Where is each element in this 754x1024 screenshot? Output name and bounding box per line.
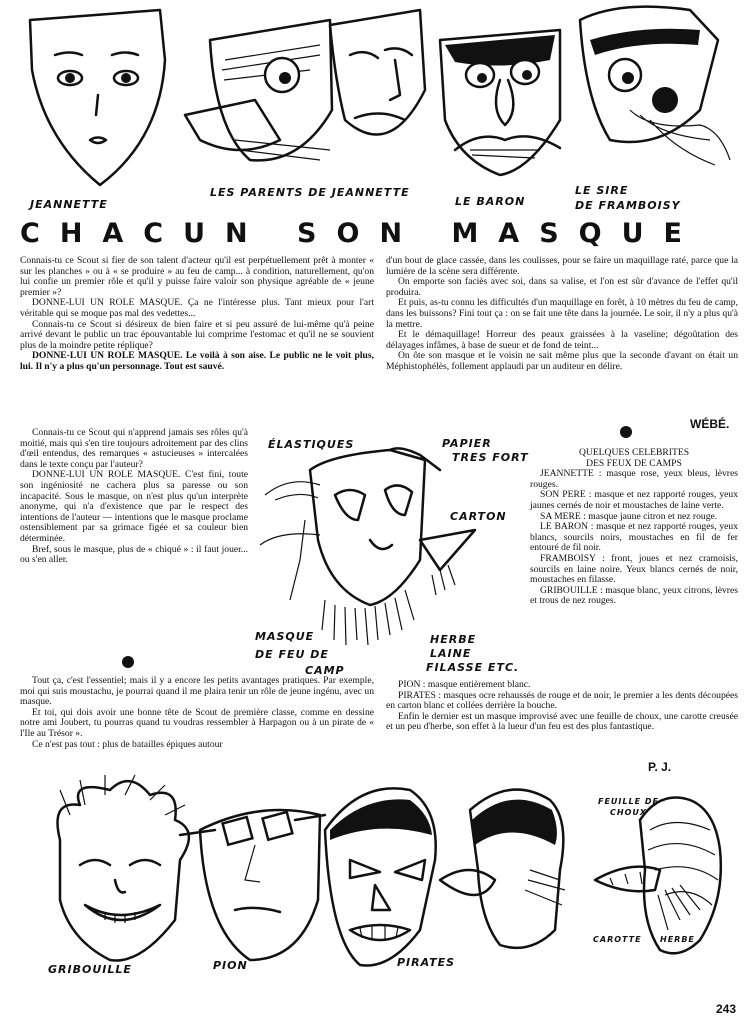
label-gribouille: GRIBOUILLE [48,963,132,976]
label-carotte: CAROTTE [593,935,642,944]
label-filasse: FILASSE ETC. [426,661,520,674]
paragraph: Connais-tu ce Scout si fier de son talent d'acteur qu'il est perpétuellement prêt à monter « sur les planches » ou à « se produire » au feu de camp... à condition, naturellement, qu'on lui confie un premier rôle et qu'il y puisse faire valoir son physique agréable de « jeune premier »? [20,255,374,298]
label-framboisy: DE FRAMBOISY [575,199,681,212]
paragraph: Et toi, qui dois avoir une bonne tête de Scout de première classe, comme en dessine notre ami Joubert, tu pourras quand tu voudras ressembler à Harpagon ou à un pirate de « l'Ile au Trésor ». [20,706,374,739]
celebrite-item: JEANNETTE : masque rose, yeux bleus, lèvres rouges. [530,468,738,490]
label-carton: CARTON [450,510,507,523]
label-parents: LES PARENTS DE JEANNETTE [210,186,410,199]
label-sire: LE SIRE [575,184,629,197]
paragraph: d'un bout de glace cassée, dans les coulisses, pour se faire un maquillage raté, parce que la lumière de la scène sera différente. [386,255,738,277]
page-title: CHACUN SON MASQUE [20,218,702,249]
label-elastiques: ÉLASTIQUES [268,438,355,451]
paragraph: Connais-tu ce Scout si désireux de bien faire et si peu assuré de lui-même qu'à peine arrivé devant le public un trac épouvantable lui comprime l'estomac et qu'il ne se souvient plus de la moindre petite réplique? [20,318,374,351]
paragraph: PIRATES : masques ocre rehaussés de rouge et de noir, le premier a les dents découpées en carton blanc et collées derrière la bouche. [386,689,738,712]
label-de-feu-de: DE FEU DE [255,648,329,661]
label-tres-fort: TRES FORT [452,451,529,464]
paragraph: On ôte son masque et le voisin ne sait même plus que la seconde d'avant on était un Méphistophélès, follement applaudi par un auditeur en délire. [386,350,738,372]
celebrite-item: SON PERE : masque et nez rapporté rouges, yeux jaunes cernés de noir et moustaches de laine verte. [530,489,738,511]
signature-webe: WÉBÉ. [690,417,730,431]
paragraph: Tout ça, c'est l'essentiel; mais il y a encore les petits avantages pratiques. Par exemple, moi qui suis moustachu, je pourrai quand il me plaira tenir un rôle de jeune ingénu, avec un masque. [20,675,374,708]
paragraph: Enfin le dernier est un masque improvisé avec une feuille de choux, une carotte creusée et un peu d'herbe, son effet à la lueur d'un feu est des plus fantastique. [386,710,738,733]
paragraph: Connais-tu ce Scout qui n'apprend jamais ses rôles qu'à moitié, mais qui s'en tire toujours adroitement par des clins d'œil entendus, des remarques « astucieuses » intercalées dans le texte conçu par l'auteur? [20,427,248,470]
celebrite-item: SA MERE : masque jaune citron et nez rouge. [540,510,718,522]
celebrites-heading: DES FEUX DE CAMPS [586,457,682,469]
celebrites-heading: QUELQUES CELEBRITES [578,447,690,458]
label-masque: MASQUE [255,630,315,643]
paragraph: Et le démaquillage! Horreur des peaux graissées à la vaseline; dégoûtation des délayages infâmes, à base de sueur et de fond de teint... [386,329,738,351]
paragraph: DONNE-LUI UN ROLE MASQUE. C'est fini, toute son ingéniosité ne cachera plus sa paresse ou son incapacité. Sous le masque, on n'est plus qu'un interprète anonyme, qui n'a d'existence que par le respect des intentions de l'auteur — intentions que le masque proclame ostensiblement par sa grimace figée et sa couleur bien déterminée. [20,469,248,544]
paragraph: Ce n'est pas tout : plus de batailles épiques autour [32,738,223,750]
label-pion: PION [213,959,248,972]
celebrite-item: LE BARON : masque et nez rapporté rouges, yeux blancs, sourcils noirs, moustaches en fil de fer entouré de fil noir. [530,521,738,554]
celebrite-item: GRIBOUILLE : masque blanc, yeux citrons, lèvres et trous de nez rouges. [530,584,738,607]
label-papier: PAPIER [442,437,492,450]
label-herbe: HERBE [430,633,477,646]
paragraph: DONNE-LUI UN ROLE MASQUE. Ça ne l'intéresse plus. Tant mieux pour l'art véritable qui se moque pas mal des vedettes... [20,297,374,319]
label-pirates: PIRATES [397,956,456,969]
celebrite-item: FRAMBOISY : front, joues et nez cramoisis, sourcils en laine noire. Yeux blancs cernés de noir, moustaches en filasse. [530,552,738,586]
paragraph: On emporte son faciès avec soi, dans sa valise, et l'on est sûr d'avance de l'effet qu'il produira. [386,276,738,298]
label-choux: CHOUX [610,808,648,817]
label-jeannette: JEANNETTE [30,198,108,211]
signature-pj: P. J. [648,760,672,774]
paragraph: PION : masque entièrement blanc. [398,679,531,690]
label-camp: CAMP [305,664,345,677]
label-baron: LE BARON [455,195,526,208]
label-feuille-de: FEUILLE DE [598,797,659,806]
label-laine: LAINE [430,647,472,660]
paragraph: Et puis, as-tu connu les difficultés d'un maquillage en forêt, à 10 mètres du feu de camp, dans les buissons? Fini tout ça : on se fait une tête dans la journée. Le soir, il n'y a plus qu'à la mettre. [386,297,738,330]
label-herbe-bottom: HERBE [660,935,695,944]
paragraph: Bref, sous le masque, plus de « chiqué » : il faut jouer... ou s'en aller. [20,543,248,566]
page-number: 243 [715,1002,736,1016]
paragraph: DONNE-LUI UN ROLE MASQUE. Le voilà à son aise. Le public ne le voit plus, lui. Il n'y a plus qu'un personnage. Tout est sauvé. [20,350,374,372]
